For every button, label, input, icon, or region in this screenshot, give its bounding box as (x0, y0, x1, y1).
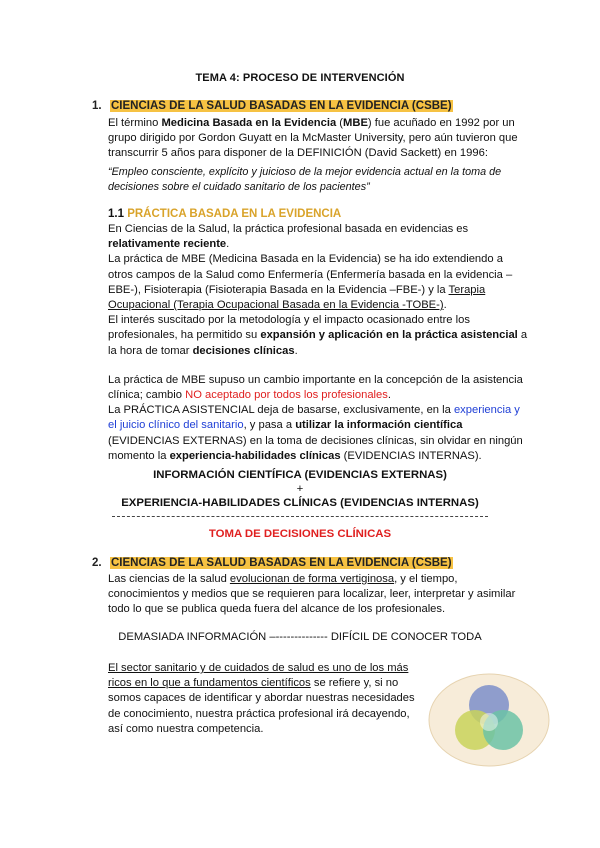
pbe-paragraph-3 (108, 313, 528, 359)
pbe-p2-tobe: Terapia Ocupacional (Terapia Ocupacional Basada en la Evidencia -TOBE-) (108, 283, 486, 312)
section-2-closing (108, 661, 416, 737)
pbe-p4-a: La práctica de MBE supuso un cambio importante en la concepción de la asistencia clínica; cambio (108, 373, 523, 402)
s1-text-mbe-full: Medicina Basada en la Evidencia (161, 117, 337, 129)
page-title: TEMA 4: PROCESO DE INTERVENCIÓN (195, 72, 405, 84)
section-1-paragraph (108, 116, 528, 162)
section-2-heading (92, 557, 453, 569)
pbe-p2-c: . (443, 299, 447, 312)
evidence-venn-diagram-image (428, 672, 550, 768)
s2-paragraph-2 (108, 661, 416, 737)
formula-line-2: EXPERIENCIA-HABILIDADES CLÍNICAS (EVIDENCIAS INTERNAS) (121, 497, 479, 509)
pbe-p3-c: a la hora de tomar (108, 329, 528, 357)
s2-p1-c: , y el tiempo, conocimientos y medios que se requieren para localizar, leer, interpretar y asimilar todo lo que se publica queda fuera del alcance de los profesionales. (108, 573, 516, 616)
pbe-p4-not-accepted: NO aceptado por todos los profesionales (185, 389, 388, 402)
s1-text-e: ) fue acuñado en 1992 por un grupo dirigido por Gordon Guyatt en la McMaster University, pero aún tuvieron que transcurrir 5 años para disponer de la DEFINICIÓN (David Sackett) en 1996: (108, 117, 518, 160)
s2-p2-b: se refiere y, si no somos capaces de identificar y abordar nuestras necesidades de conocimiento, nuestra práctica profesional irá decayendo, así como nuestra competencia. (108, 677, 415, 735)
subsection-1-1-number: 1.1 (108, 208, 124, 220)
formula-divider (112, 516, 488, 517)
pbe-p5-e: (EVIDENCIAS EXTERNAS) en la toma de decisiones clínicas, sin olvidar en ningún momento la (108, 434, 523, 462)
pbe-paragraph-4 (108, 373, 528, 403)
section-1-title: CIENCIAS DE LA SALUD BASADAS EN LA EVIDENCIA (CSBE) (111, 100, 452, 112)
s1-text-c: ( (336, 117, 344, 129)
pbe-p5-d: utilizar la información científica (295, 419, 463, 432)
pbe-p1-c: . (226, 238, 230, 251)
subsection-1-1-title: PRÁCTICA BASADA EN LA EVIDENCIA (127, 208, 342, 220)
s2-p2-a: El sector sanitario y de cuidados de salud es uno de los más ricos en lo que a fundamentos científicos (108, 662, 409, 690)
pbe-p3-b: expansión y aplicación en la práctica asistencial (260, 329, 518, 342)
s2-paragraph-1 (108, 572, 528, 618)
formula-plus: + (296, 483, 304, 495)
pbe-p2-a: La práctica de MBE (Medicina Basada en la Evidencia) se ha ido extendiendo a otros campos de la Salud como Enfermería (Enfermería basada en la evidencia – EBE-), Fisioterapia (Fisioterapia Basada en la Evidencia –FBE-) y la (108, 253, 513, 296)
information-overload-line: DEMASIADA INFORMACIÓN –-------------- DIFÍCIL DE CONOCER TODA (118, 631, 482, 643)
pbe-p1-a: En Ciencias de la Salud, la práctica profesional basada en evidencias es (108, 223, 469, 235)
definition-quote: “Empleo consciente, explícito y juicioso de la mejor evidencia actual en la toma de decisiones sobre el cuidado sanitario de los pacientes” (108, 165, 502, 193)
s1-text-a: El término (108, 117, 162, 129)
section-1-number: 1. (92, 100, 102, 112)
section-1-heading (92, 100, 453, 112)
s2-p1-a: Las ciencias de la salud (108, 573, 230, 585)
pbe-p5-c: , y pasa a (243, 419, 296, 432)
pbe-p3-a: El interés suscitado por la metodología y el impacto ocasionado entre los profesionales, ha permitido su (108, 314, 470, 342)
pbe-p5-g: (EVIDENCIAS INTERNAS). (340, 449, 482, 462)
venn-center (480, 713, 498, 731)
section-2-title: CIENCIAS DE LA SALUD BASADAS EN LA EVIDENCIA (CSBE) (111, 557, 452, 569)
formula-line-1: INFORMACIÓN CIENTÍFICA (EVIDENCIAS EXTERNAS) (153, 469, 447, 481)
section-1-body (108, 116, 528, 195)
pbe-p4-c: . (387, 389, 391, 402)
formula-result: TOMA DE DECISIONES CLÍNICAS (208, 528, 392, 540)
pbe-p3-d: decisiones clínicas (192, 344, 295, 357)
pbe-p5-experience: experiencia y el juicio clínico del sanitario (108, 404, 520, 432)
pbe-p3-e: . (294, 344, 298, 357)
section-2-body (108, 572, 528, 618)
section-2-number: 2. (92, 557, 102, 569)
pbe-paragraph-5 (108, 403, 528, 464)
s2-p1-b: evolucionan de forma vertiginosa (229, 573, 395, 585)
pbe-paragraph-2 (108, 252, 528, 313)
subsection-1-1-body (108, 222, 528, 464)
pbe-paragraph-1 (108, 222, 528, 252)
pbe-p5-f: experiencia-habilidades clínicas (169, 449, 341, 462)
pbe-p1-b: relativamente reciente (108, 238, 227, 251)
pbe-p5-a: La PRÁCTICA ASISTENCIAL deja de basarse, exclusivamente, en la (108, 404, 454, 417)
subsection-1-1-heading (108, 208, 341, 220)
s1-text-mbe: MBE (343, 117, 368, 129)
